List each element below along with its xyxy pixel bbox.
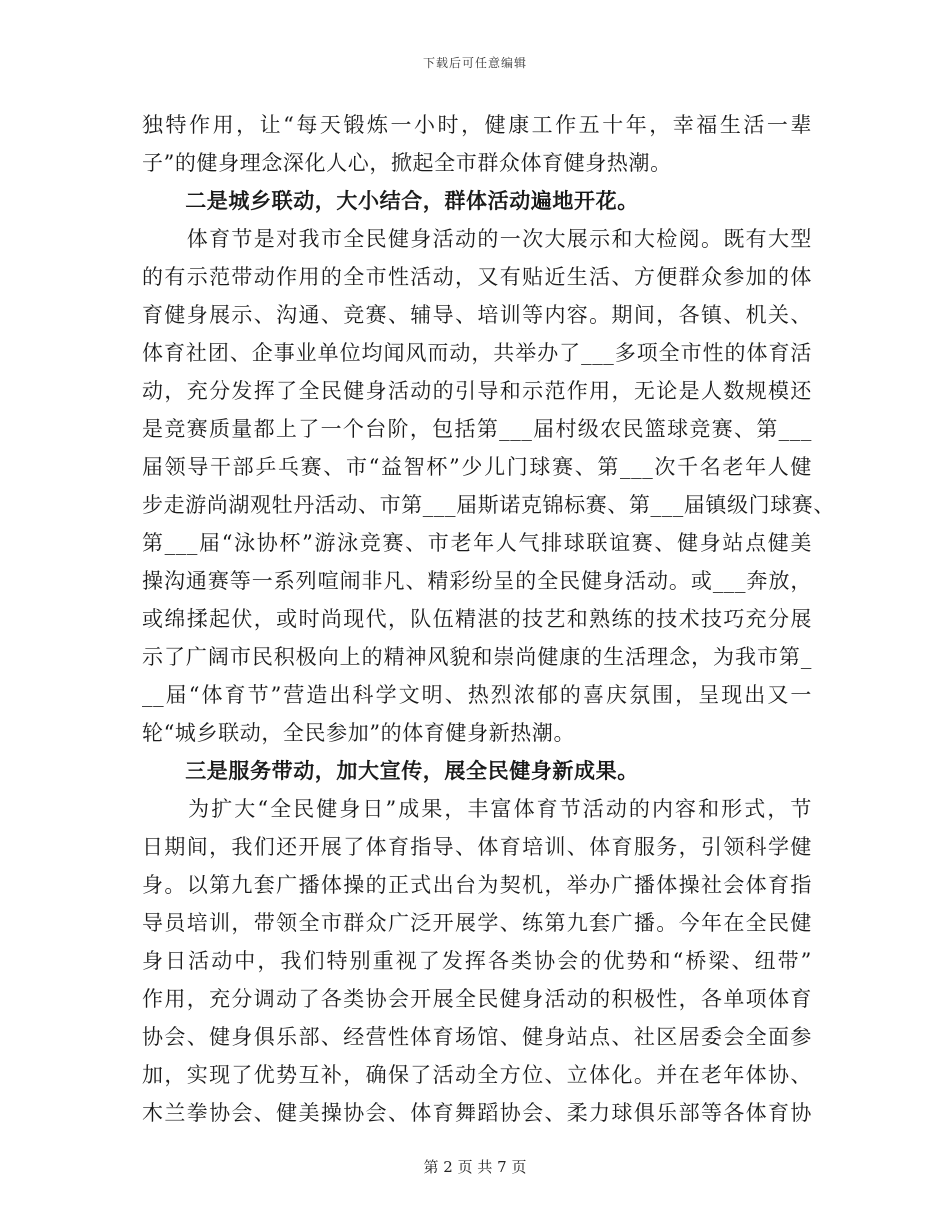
text-line: 动，充分发挥了全民健身活动的引导和示范作用，无论是人数规模还	[142, 379, 812, 403]
text-line: 导员培训，带领全市群众广泛开展学、练第九套广播。今年在全民健	[142, 911, 812, 935]
text-line: 轮“城乡联动，全民参加”的体育健身新热潮。	[142, 721, 576, 745]
text-line: 育健身展示、沟通、竞赛、辅导、培训等内容。期间，各镇、机关、	[142, 303, 812, 327]
text-line: __届“体育节”营造出科学文明、热烈浓郁的喜庆氛围，呈现出又一	[142, 683, 812, 707]
section-heading: 二是城乡联动，大小结合，群体活动遍地开花。	[142, 189, 639, 213]
text-line: 加，实现了优势互补，确保了活动全方位、立体化。并在老年体协、	[142, 1063, 812, 1087]
text-line: 届领导干部乒乓赛、市“益智杯”少儿门球赛、第___次千名老年人健	[142, 455, 812, 479]
text-line: 木兰拳协会、健美操协会、体育舞蹈协会、柔力球俱乐部等各体育协	[142, 1101, 812, 1125]
text-line: 协会、健身俱乐部、经营性体育场馆、健身站点、社区居委会全面参	[142, 1025, 812, 1049]
section-heading: 三是服务带动，加大宣传，展全民健身新成果。	[142, 759, 639, 783]
text-line: 步走游尚湖观牡丹活动、市第___届斯诺克锦标赛、第___届镇级门球赛、	[142, 493, 835, 517]
text-line: 作用，充分调动了各类协会开展全民健身活动的积极性，各单项体育	[142, 987, 812, 1011]
text-line: 为扩大“全民健身日”成果，丰富体育节活动的内容和形式，节	[142, 797, 812, 821]
text-line: 的有示范带动作用的全市性活动，又有贴近生活、方便群众参加的体	[142, 265, 812, 289]
text-line: 示了广阔市民积极向上的精神风貌和崇尚健康的生活理念，为我市第_	[142, 645, 812, 669]
page-footer: 第 2 页 共 7 页	[423, 1158, 527, 1176]
text-line: 身日活动中，我们特别重视了发挥各类协会的优势和“桥梁、纽带”	[142, 949, 812, 973]
page-header: 下载后可任意编辑	[422, 56, 527, 70]
text-line: 操沟通赛等一系列喧闹非凡、精彩纷呈的全民健身活动。或___奔放，	[142, 569, 812, 593]
text-line: 身。以第九套广播体操的正式出台为契机，举办广播体操社会体育指	[142, 873, 812, 897]
text-line: 子”的健身理念深化人心，掀起全市群众体育健身热潮。	[142, 151, 672, 175]
text-line: 是竞赛质量都上了一个台阶，包括第___届村级农民篮球竞赛、第___	[142, 417, 812, 441]
text-line: 日期间，我们还开展了体育指导、体育培训、体育服务，引领科学健	[142, 835, 812, 859]
text-line: 第___届“泳协杯”游泳竞赛、市老年人气排球联谊赛、健身站点健美	[142, 531, 812, 555]
text-line: 体育社团、企事业单位均闻风而动，共举办了___多项全市性的体育活	[142, 341, 812, 365]
text-line: 独特作用，让“每天锻炼一小时，健康工作五十年，幸福生活一辈	[142, 113, 812, 137]
document-body	[142, 106, 835, 1132]
text-line: 体育节是对我市全民健身活动的一次大展示和大检阅。既有大型	[142, 227, 812, 251]
text-line: 或绵揉起伏，或时尚现代，队伍精湛的技艺和熟练的技术技巧充分展	[142, 607, 812, 631]
